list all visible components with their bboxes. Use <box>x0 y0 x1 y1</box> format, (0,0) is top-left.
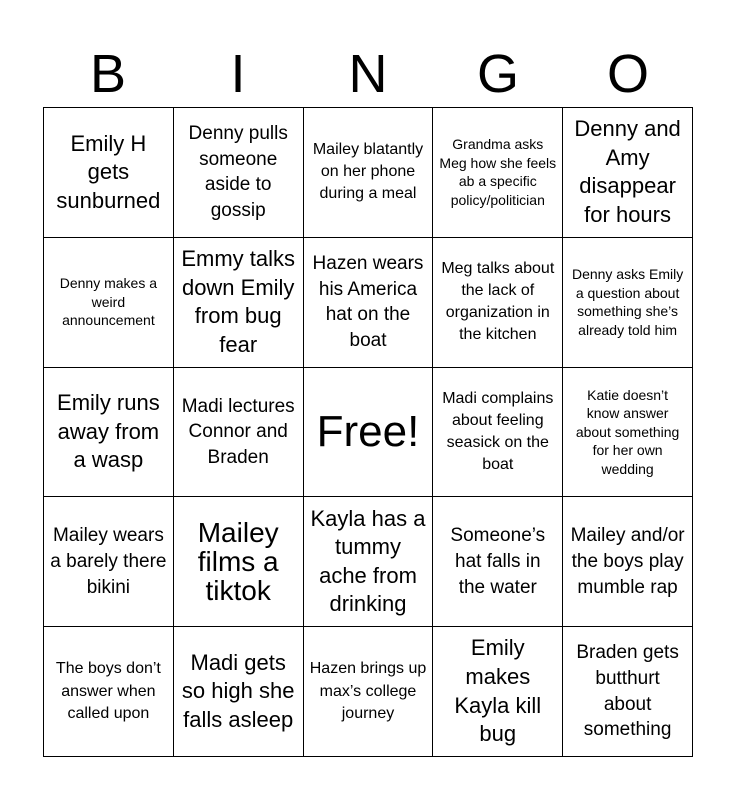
cell-text: Emily H gets sunburned <box>56 130 161 213</box>
header-letter-n: N <box>348 44 388 104</box>
cell-text: Mailey wears a barely there bikini <box>50 525 167 598</box>
cell-text: Hazen brings up max’s college journey <box>309 660 427 722</box>
bingo-cell[interactable] <box>44 627 174 757</box>
bingo-cell[interactable] <box>563 497 693 627</box>
bingo-cell[interactable] <box>563 238 693 368</box>
bingo-cell[interactable] <box>304 238 434 368</box>
header-letter-g: G <box>476 44 519 104</box>
bingo-cell[interactable] <box>433 108 563 238</box>
cell-text: Someone’s hat falls in the water <box>450 525 546 598</box>
bingo-cell[interactable] <box>433 368 563 498</box>
cell-text: Meg talks about the lack of organization in the kitchen <box>441 260 555 344</box>
cell-text: Denny makes a weird announcement <box>59 275 158 329</box>
cell-text: Emmy talks down Emily from bug fear <box>181 246 296 357</box>
bingo-cell[interactable] <box>304 497 434 627</box>
free-space-text: Free! <box>316 406 420 456</box>
cell-text: Braden gets butthurt about something <box>576 642 679 741</box>
cell-text: Denny asks Emily a question about something she’s already told him <box>571 266 684 338</box>
bingo-cell[interactable] <box>563 627 693 757</box>
cell-text: Katie doesn’t know answer about something for her own wedding <box>575 386 680 477</box>
bingo-cell[interactable] <box>174 368 304 498</box>
bingo-cell[interactable] <box>563 368 693 498</box>
bingo-cell[interactable] <box>563 108 693 238</box>
bingo-cell[interactable] <box>304 627 434 757</box>
free-space-cell[interactable] <box>304 368 434 498</box>
cell-text: Madi lectures Connor and Braden <box>181 395 295 468</box>
bingo-cell[interactable] <box>44 238 174 368</box>
header-letter-o: O <box>606 44 649 104</box>
bingo-cell[interactable] <box>304 108 434 238</box>
cell-text: Denny and Amy disappear for hours <box>574 116 681 227</box>
bingo-cell[interactable] <box>44 108 174 238</box>
bingo-cell[interactable] <box>433 627 563 757</box>
header-letter-b: B <box>89 44 127 104</box>
bingo-cell[interactable] <box>44 497 174 627</box>
cell-text: The boys don’t answer when called upon <box>55 660 161 722</box>
bingo-cell[interactable] <box>174 627 304 757</box>
cell-text: Mailey films a tiktok <box>197 516 279 607</box>
cell-text: Grandma asks Meg how she feels ab a specific policy/politician <box>439 136 557 208</box>
bingo-grid <box>43 107 693 757</box>
cell-text: Emily runs away from a wasp <box>57 390 160 473</box>
cell-text: Mailey and/or the boys play mumble rap <box>570 525 685 598</box>
cell-text: Madi complains about feeling seasick on the boat <box>442 389 554 474</box>
bingo-cell[interactable] <box>174 238 304 368</box>
header-letter-i: I <box>230 44 246 104</box>
cell-text: Madi gets so high she falls asleep <box>181 649 295 732</box>
cell-text: Emily makes Kayla kill bug <box>454 635 542 747</box>
cell-text: Denny pulls someone aside to gossip <box>188 123 288 222</box>
bingo-cell[interactable] <box>433 497 563 627</box>
bingo-header <box>43 42 693 106</box>
cell-text: Kayla has a tummy ache from drinking <box>310 505 426 617</box>
cell-text: Hazen wears his America hat on the boat <box>312 252 424 351</box>
bingo-cell[interactable] <box>44 368 174 498</box>
bingo-cell[interactable] <box>174 108 304 238</box>
bingo-cell[interactable] <box>174 497 304 627</box>
cell-text: Mailey blatantly on her phone during a meal <box>312 141 424 203</box>
bingo-cell[interactable] <box>433 238 563 368</box>
